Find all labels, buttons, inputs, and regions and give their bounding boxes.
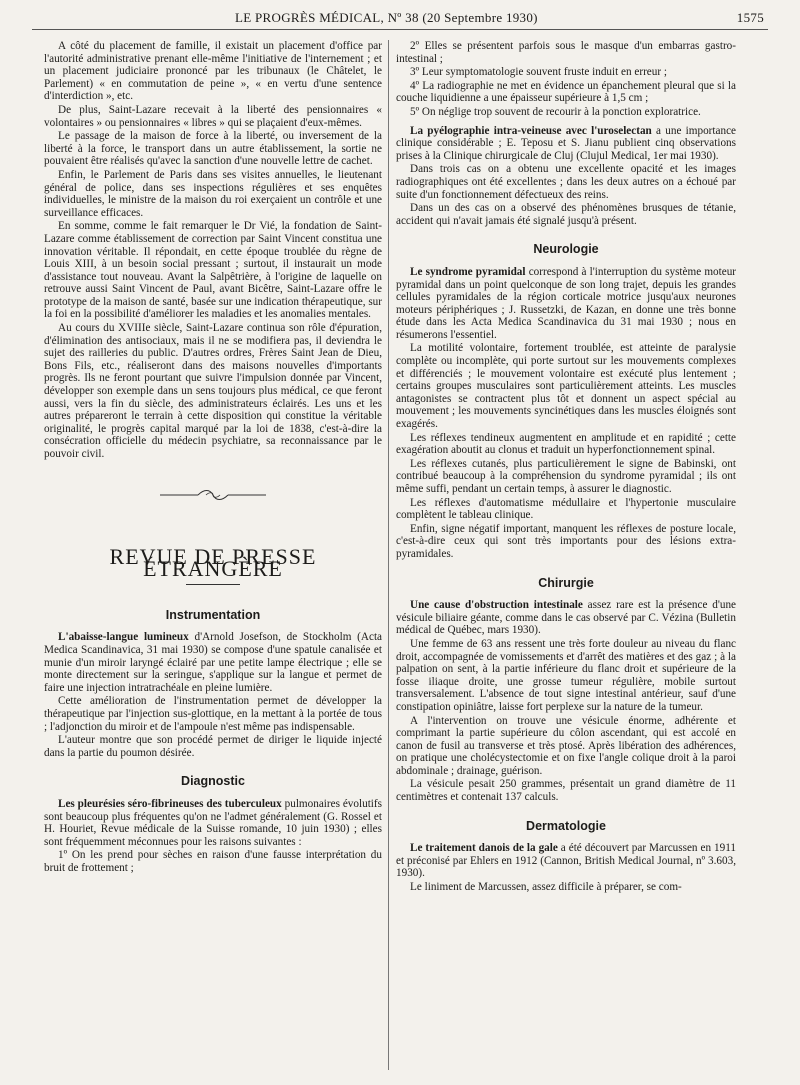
subsection-title: Chirurgie: [538, 575, 594, 590]
lead-phrase: La pyélographie intra-veineuse avec l'uroselectan: [410, 124, 652, 137]
paragraph: [396, 266, 736, 342]
paragraph: Le passage de la maison de force à la liberté, ou inversement de la liberté à la force, le transport dans un autre établissement, la sortie ne pouvaient être réalisés qu'avec la sanction d'une nouvelle lettre de cachet.: [44, 130, 382, 168]
paragraph: Dans trois cas on a obtenu une excellente opacité et les images radiographiques ont été excellentes ; dans les deux autres on a échoué par suite d'un fonctionnement défectueux des reins.: [396, 163, 736, 201]
heading-rule: [186, 584, 240, 585]
paragraph-text: a été découvert par Marcussen en 1911 et préconisé par Ehlers en 1912 (Cannon, British Medical Journal, nº 3.603, 1930).: [396, 842, 736, 880]
paragraph-text: d'Arnold Josefson, de Stockholm (Acta Medica Scandinavica, 31 mai 1930) se compose d'une spatule canalisée et munie d'un miroir laryngé éclairé par une petite lampe électrique ; elle se monte directement sur la seringue, s'applique sur la langue et permet de faire une injection intratrachéale en pleine lumière.: [44, 631, 383, 694]
subsection-title: Instrumentation: [165, 607, 261, 622]
paragraph: Les réflexes d'automatisme médullaire et l'hypertonie musculaire complètent le tableau clinique.: [396, 496, 736, 522]
lead-phrase: Les pleurésies séro-fibrineuses des tuberculeux: [58, 797, 282, 810]
list-item: 3º Leur symptomatologie souvent fruste induit en erreur ;: [410, 66, 667, 79]
paragraph: Les réflexes tendineux augmentent en amplitude et en rapidité ; cette exagération aboutit au clonus et traduit un hyperfonctionnement spinal.: [396, 431, 736, 457]
paragraph: L'auteur montre que son procédé permet de diriger le liquide injecté dans la partie du poumon désirée.: [44, 734, 382, 759]
paragraph: A l'intervention on trouve une vésicule énorme, adhérente et comprimant la partie supérieure du côlon ascendant, qui est accolé en canon de fusil au transverse et très ptosé. Après libération des adhérences, on pratique une cholécystectomie et on fixe l'angle colique droit à la paroi abdominale ; drainage, guérison.: [396, 714, 736, 777]
list-item: 2º Elles se présentent parfois sous le masque d'un embarras gastro-intestinal ;: [396, 40, 736, 65]
paragraph: Les réflexes cutanés, plus particulièrement le signe de Babinski, ont contribué beaucoup à la compréhension du syndrome pyramidal ; ils ont même suffi, pendant un certain temps, à assurer le diagnostic.: [396, 457, 736, 495]
ornament-divider-icon: [158, 487, 268, 503]
list-item: 5º On néglige trop souvent de recourir à la ponction exploratrice.: [410, 105, 701, 118]
lead-phrase: Le traitement danois de la gale: [410, 842, 558, 855]
paragraph-text: assez rare est la présence d'une vésicule biliaire géante, comme dans le cas observé par C. Vézina (Bulletin médical de Québec, mars 1930).: [396, 599, 737, 637]
paragraph: La motilité volontaire, fortement troublée, est atteinte de paralysie complète ou incomplète, qui porte surtout sur les mouvements complexes et différenciés ; le mouvement volontaire est exécuté plus lentement ; certains groupes musculaires sont particulièrement atteints. Les muscles antagonistes se contractent plus tôt et donnent un aspect spécial au mouvement ; les mouvements syncinétiques dans les muscles éloignés sont exagérés.: [396, 342, 736, 431]
paragraph: [396, 125, 736, 163]
paragraph-text: a une importance clinique considérable ; E. Teposu et S. Jianu publient cinq observations prises à la Clinique chirurgicale de Cluj (Clujul Medical, 1er mai 1930).: [396, 124, 736, 162]
header-rule: [32, 29, 768, 30]
running-header: [30, 10, 770, 28]
subsection-title: Dermatologie: [526, 818, 606, 833]
paragraph-text: pulmonaires évolutifs sont beaucoup plus fréquentes qu'on ne l'admet généralement (G. Rossel et H. Houriet, Revue médicale de la Suisse romande, 10 juin 1930) ; elles sont fréquemment méconnues pour les raisons suivantes :: [44, 797, 382, 848]
paragraph: [396, 599, 736, 637]
subsection-title: Neurologie: [533, 242, 599, 257]
left-column: [44, 40, 382, 875]
page-number: 1575: [736, 10, 764, 25]
paragraph: Cette amélioration de l'instrumentation permet de développer la thérapeutique par l'injection sus-glottique, en la mettant à la portée de tous ; l'adjonction du miroir et de l'ampoule n'est même pas indispensable.: [44, 695, 382, 733]
section-heading: REVUE DE PRESSE ÉTRANGÈRE: [109, 543, 317, 582]
paragraph: Le liniment de Marcussen, assez difficile à préparer, se com-: [410, 881, 682, 894]
lead-phrase: Le syndrome pyramidal: [410, 265, 526, 278]
list-item: 1º On les prend pour sèches en raison d'une fausse interprétation du bruit de frottement ;: [44, 849, 382, 874]
lead-phrase: Une cause d'obstruction intestinale: [410, 599, 583, 612]
paragraph: Au cours du XVIIIe siècle, Saint-Lazare continua son rôle d'épuration, d'élimination des antisociaux, mais il ne se modifiera pas, il deviendra le sujet des railleries du public. D'autres ordres, Frères Saint Jean de Dieu, Bons Fils, etc., réaliseront dans des maisons nouvelles d'importants progrès. Ils ne feront pourtant que suivre l'impulsion donnée par Vincent, développer son exemple dans un sens toujours plus médical, ce que feront aussi, vers la fin du siècle, des administrateurs éclairés. Les uns et les autres prépareront le terrain à cette disposition qui constitue la véritable originalité, le progrès capital marqué par la loi de 1838, c'est-à-dire la consécration officielle du médecin psychiatre, sa reconnaissance par le pouvoir civil.: [44, 322, 382, 460]
paragraph: Une femme de 63 ans ressent une très forte douleur au niveau du flanc droit, accompagnée de vomissements et d'arrêt des matières et des gaz ; à la palpation on sent, à la partie inférieure du flanc droit et supérieure de la fosse iliaque droite, une grosse tumeur régulière, mobile surtout transversalement. L'absence de tout signe intestinal antérieur, sauf d'une constipation opiniâtre, laisse fort perplexe sur la nature de la tumeur.: [396, 637, 736, 713]
column-divider: [388, 40, 389, 1070]
paragraph: Dans un des cas on a observé des phénomènes brusques de tétanie, accident qui n'avait jamais été signalé jusqu'à présent.: [396, 202, 736, 227]
paragraph: Enfin, le Parlement de Paris dans ses visites annuelles, le lieutenant général de police, dans ses inspections régulières et ses enquêtes individuelles, le ministre de la maison du roi exerçaient un contrôle et une surveillance efficaces.: [44, 168, 382, 219]
paragraph: [396, 842, 736, 880]
right-column: [396, 40, 736, 895]
paragraph: A côté du placement de famille, il existait un placement d'office par l'autorité administrative prenant elle-même l'initiative de l'internement ; et un placement judiciaire prononcé par les tribunaux (le Châtelet, le Parlement) « en commutation de peine », « en vertu d'une sentence d'interdiction », etc.: [44, 40, 382, 103]
subsection-title: Diagnostic: [181, 774, 245, 789]
paragraph: De plus, Saint-Lazare recevait à la liberté des pensionnaires « volontaires » ou pensionnaires « libres » qui se plaçaient d'eux-mêmes.: [44, 103, 382, 129]
paragraph: En somme, comme le fait remarquer le Dr Vié, la fondation de Saint-Lazare comme établissement de correction par Saint Vincent constitua une innovation véritable. Il répondait, en cette époque troublée du règne de Louis XIII, à un besoin social pressant ; surtout, il instaurait un mode d'assistance tout nouveau. Avant la Salpêtrière, à l'origine de laquelle on retrouve aussi Saint Vincent de Paul, avant Bicêtre, Saint-Lazare offre le prototype de la maison de santé, basée sur une indication thérapeutique, sur la foi en la possibilité d'améliorer les maladies et les anomalies mentales.: [44, 220, 382, 321]
paragraph: [44, 798, 382, 848]
paragraph: Enfin, signe négatif important, manquent les réflexes de posture locale, c'est-à-dire ceux qui sont très importants pour des lésions extra-pyramidales.: [396, 522, 736, 560]
paragraph: [44, 631, 382, 694]
paragraph-text: correspond à l'interruption du système moteur pyramidal dans un point quelconque de son long trajet, depuis les grandes cellules pyramidales de la région corticale motrice jusqu'aux neurones moteurs périphériques ; J. Russetzki, de Kazan, en donne une très bonne étude dans les Acta Medica Scandinavica du 31 mai 1930 ; nous en résumerons l'essentiel.: [396, 265, 737, 341]
lead-phrase: L'abaisse-langue lumineux: [58, 631, 189, 644]
list-item: 4º La radiographie ne met en évidence un épanchement pleural que si la couche liquidienne a une épaisseur supérieure à 1,5 cm ;: [396, 79, 736, 105]
paragraph: La vésicule pesait 250 grammes, présentait un grand diamètre de 11 centimètres et contenait 137 calculs.: [396, 778, 736, 804]
journal-title: LE PROGRÈS MÉDICAL, Nº 38 (20 Septembre 1930): [235, 10, 538, 25]
